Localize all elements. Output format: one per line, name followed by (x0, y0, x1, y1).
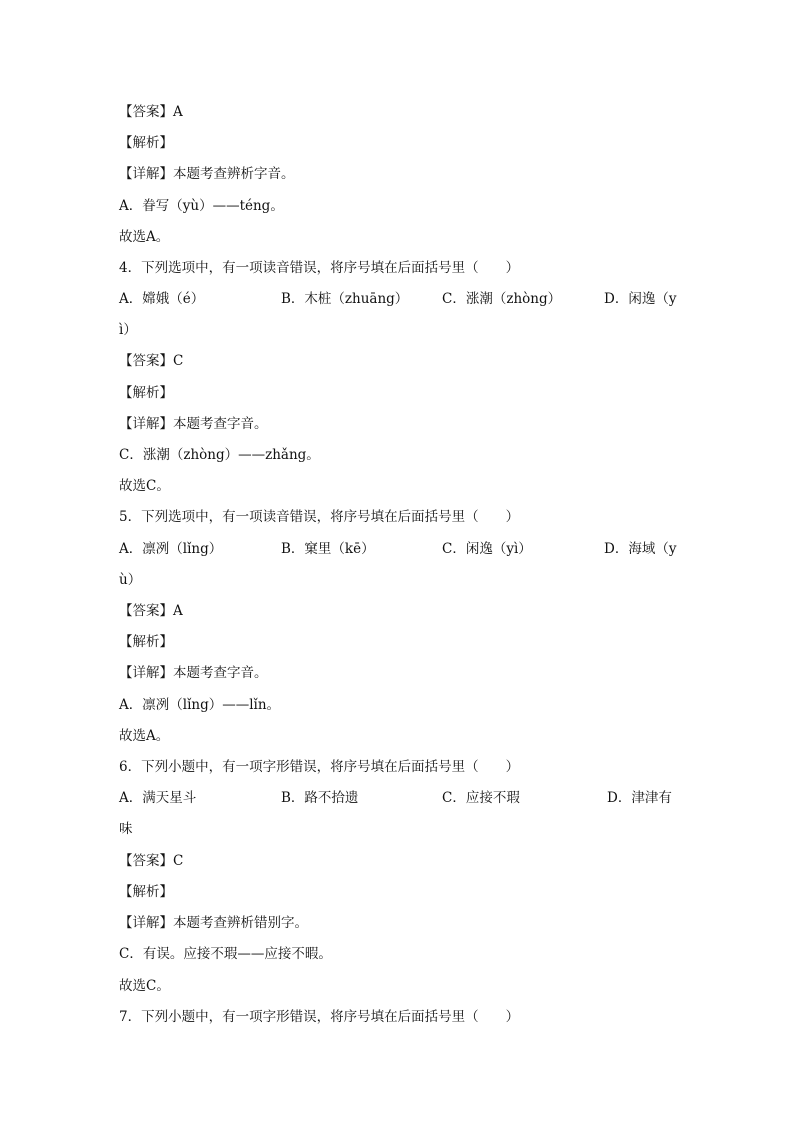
q4-option-b: B．木桩（zhuāng） (281, 291, 409, 307)
answer-line: 【答案】A (119, 104, 183, 120)
detail-line: 【详解】本题考查字音。 (119, 416, 268, 432)
q4-option-d-wrap: ì） (119, 322, 137, 338)
conclusion-line: 故选C。 (119, 978, 170, 994)
q5-option-d-wrap: ù） (119, 572, 142, 588)
conclusion-line: 故选A。 (119, 229, 170, 245)
q6-option-b: B．路不拾遗 (281, 790, 359, 806)
q6-option-a: A．满天星斗 (119, 790, 197, 806)
explanation-line: C．有误。应接不瑕——应接不暇。 (119, 946, 332, 962)
question-4: 4．下列选项中，有一项读音错误，将序号填在后面括号里（ ） (119, 260, 520, 276)
analysis-heading: 【解析】 (119, 385, 173, 401)
q6-option-d: D．津津有 (607, 790, 672, 806)
conclusion-line: 故选C。 (119, 478, 170, 494)
question-6: 6．下列小题中，有一项字形错误，将序号填在后面括号里（ ） (119, 759, 520, 775)
explanation-line: C．涨潮（zhòng）——zhǎng。 (119, 447, 320, 463)
detail-line: 【详解】本题考查字音。 (119, 665, 268, 681)
question-5: 5．下列选项中，有一项读音错误，将序号填在后面括号里（ ） (119, 509, 520, 525)
q6-option-c: C．应接不瑕 (442, 790, 520, 806)
q5-option-b: B．窠里（kē） (281, 541, 375, 557)
q5-option-d: D．海域（y (604, 541, 677, 557)
q5-option-a: A．凛冽（lǐng） (119, 541, 223, 557)
detail-line: 【详解】本题考查辨析错别字。 (119, 915, 308, 931)
q6-option-d-wrap: 味 (119, 821, 133, 837)
q4-option-a: A．嫦娥（é） (119, 291, 205, 307)
analysis-heading: 【解析】 (119, 135, 173, 151)
q4-option-c: C．涨潮（zhòng） (442, 291, 562, 307)
detail-line: 【详解】本题考查辨析字音。 (119, 166, 295, 182)
answer-line: 【答案】C (119, 853, 184, 869)
analysis-heading: 【解析】 (119, 634, 173, 650)
conclusion-line: 故选A。 (119, 728, 170, 744)
answer-line: 【答案】C (119, 353, 184, 369)
q5-option-c: C．闲逸（yì） (442, 541, 532, 557)
analysis-heading: 【解析】 (119, 884, 173, 900)
answer-line: 【答案】A (119, 603, 183, 619)
q4-option-d: D．闲逸（y (604, 291, 677, 307)
question-7: 7．下列小题中，有一项字形错误，将序号填在后面括号里（ ） (119, 1009, 520, 1025)
explanation-line: A．凛冽（lǐng）——lǐn。 (119, 697, 281, 713)
explanation-line: A．眷写（yù）——téng。 (119, 198, 284, 214)
